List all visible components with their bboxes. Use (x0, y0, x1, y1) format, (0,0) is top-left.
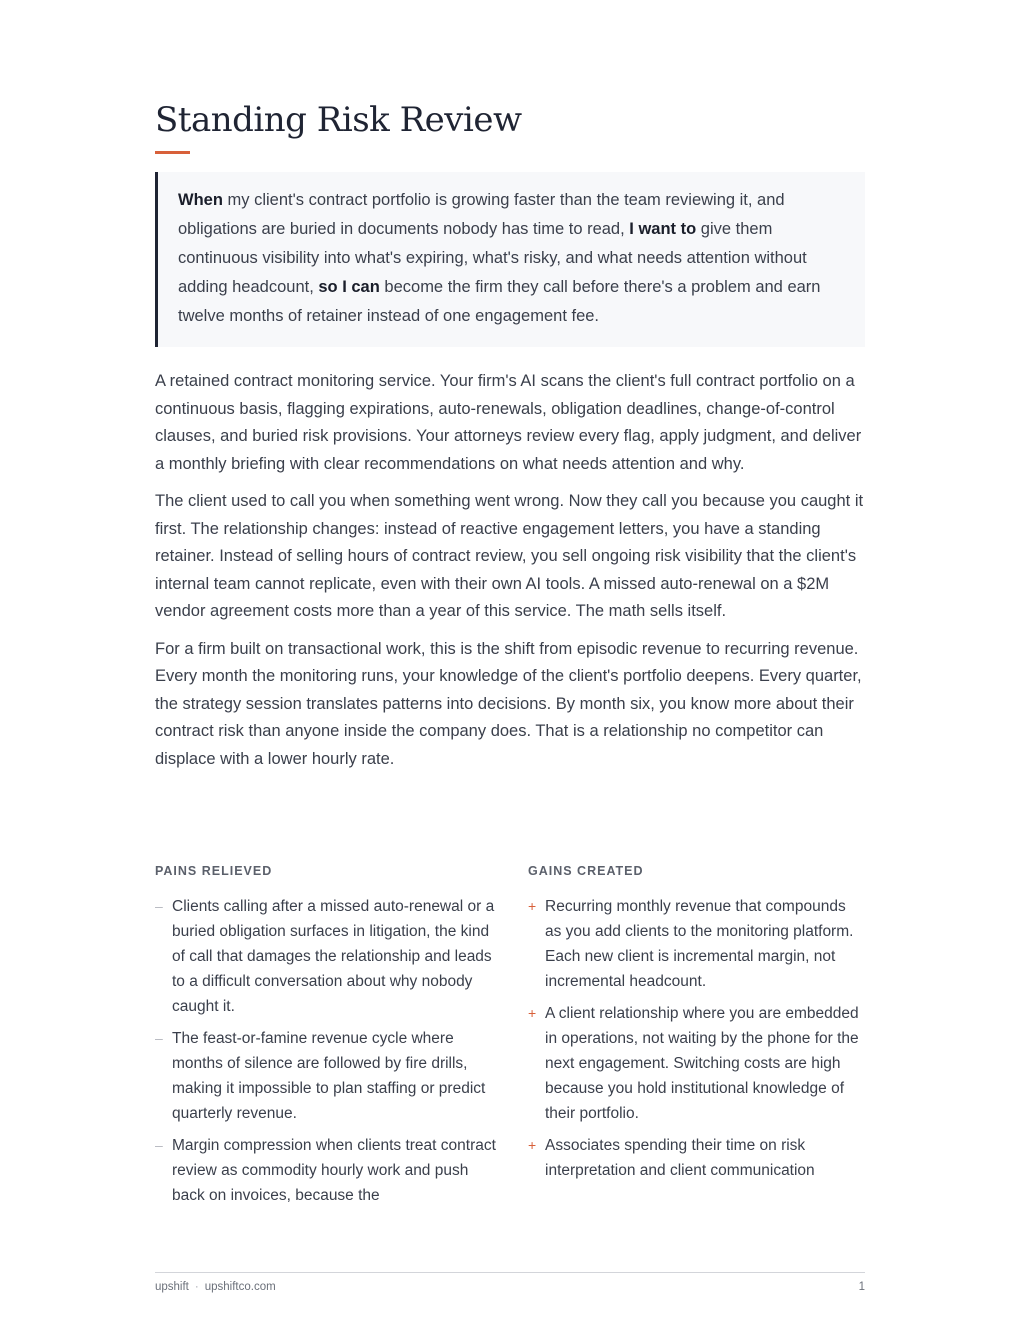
pain-item (155, 1026, 500, 1126)
pains-gains-columns (155, 864, 865, 1209)
page-number: 1 (858, 1281, 865, 1293)
gain-item (528, 1133, 865, 1183)
document-page (155, 0, 865, 1320)
gain-item-text: A client relationship where you are embedded in operations, not waiting by the phone for the next engagement. Switching costs are high because you hold institutional knowledge of their portfolio. (545, 1005, 859, 1122)
body-paragraph: A retained contract monitoring service. Your firm's AI scans the client's full contract portfolio on a continuous basis, flagging expirations, auto-renewals, obligation deadlines, change-of-control clauses, and buried risk provisions. Your attorneys review every flag, apply judgment, and deliver a monthly briefing with clear recommendations on what needs attention and why. (155, 372, 862, 473)
gains-heading: GAINS CREATED (528, 864, 644, 878)
want-label: I want to (629, 220, 697, 238)
gain-item (528, 894, 865, 994)
page-title: Standing Risk Review (155, 100, 522, 140)
gain-item (528, 1001, 865, 1126)
gain-item-text: Associates spending their time on risk interpretation and client communication (545, 1137, 815, 1179)
pain-item-text: Margin compression when clients treat contract review as commodity hourly work and push back on invoices, because the (172, 1137, 496, 1204)
job-statement-callout (155, 172, 865, 347)
minus-icon: – (155, 898, 163, 914)
plus-icon: + (528, 1005, 537, 1021)
pain-item (155, 1133, 500, 1208)
pains-column (155, 864, 500, 1209)
pain-item (155, 894, 500, 1019)
footer-divider (155, 1272, 865, 1273)
gain-item-text: Recurring monthly revenue that compounds as you add clients to the monitoring platform. Each new client is incremental margin, not incremental headcount. (545, 898, 854, 990)
pain-item-text: The feast-or-famine revenue cycle where months of silence are followed by fire drills, making it impossible to plan staffing or predict quarterly revenue. (172, 1030, 486, 1122)
footer-separator: · (194, 1281, 199, 1293)
title-accent-rule (155, 151, 190, 154)
body-text (155, 368, 865, 783)
minus-icon: – (155, 1030, 163, 1046)
gains-column (528, 864, 865, 1190)
plus-icon: + (528, 1137, 537, 1153)
body-paragraph: For a firm built on transactional work, this is the shift from episodic revenue to recurring revenue. Every month the monitoring runs, your knowledge of the client's portfolio deepens. Every quarter, the strategy session translates patterns into decisions. By month six, you know more about their contract risk than anyone inside the company does. That is a relationship no competitor can displace with a lower hourly rate. (155, 639, 862, 768)
footer-brand-line (155, 1281, 276, 1293)
when-label: When (178, 191, 223, 209)
minus-icon: – (155, 1137, 163, 1153)
so-text: become the firm they call before there's a problem and earn twelve months of retainer instead of one engagement fee. (178, 278, 821, 325)
body-paragraph: The client used to call you when something went wrong. Now they call you because you caught it first. The relationship changes: instead of reactive engagement letters, you have a standing retainer. Instead of selling hours of contract review, you sell ongoing risk visibility that the client's internal team cannot replicate, even with their own AI tools. A missed auto-renewal on a $2M vendor agreement costs more than a year of this service. The math sells itself. (155, 492, 864, 620)
footer-site: upshiftco.com (204, 1281, 276, 1293)
so-label: so I can (318, 278, 380, 296)
pains-heading: PAINS RELIEVED (155, 864, 273, 878)
when-text: my client's contract portfolio is growing faster than the team reviewing it, and obligations are buried in documents nobody has time to read, (178, 191, 785, 238)
want-text: give them continuous visibility into what's expiring, what's risky, and what needs attention without adding headcount, (178, 220, 807, 296)
plus-icon: + (528, 898, 537, 914)
page-footer (155, 1281, 865, 1297)
pain-item-text: Clients calling after a missed auto-renewal or a buried obligation surfaces in litigation, the kind of call that damages the relationship and leads to a difficult conversation about why nobody caught it. (172, 898, 495, 1015)
footer-brand: upshift (155, 1281, 189, 1293)
